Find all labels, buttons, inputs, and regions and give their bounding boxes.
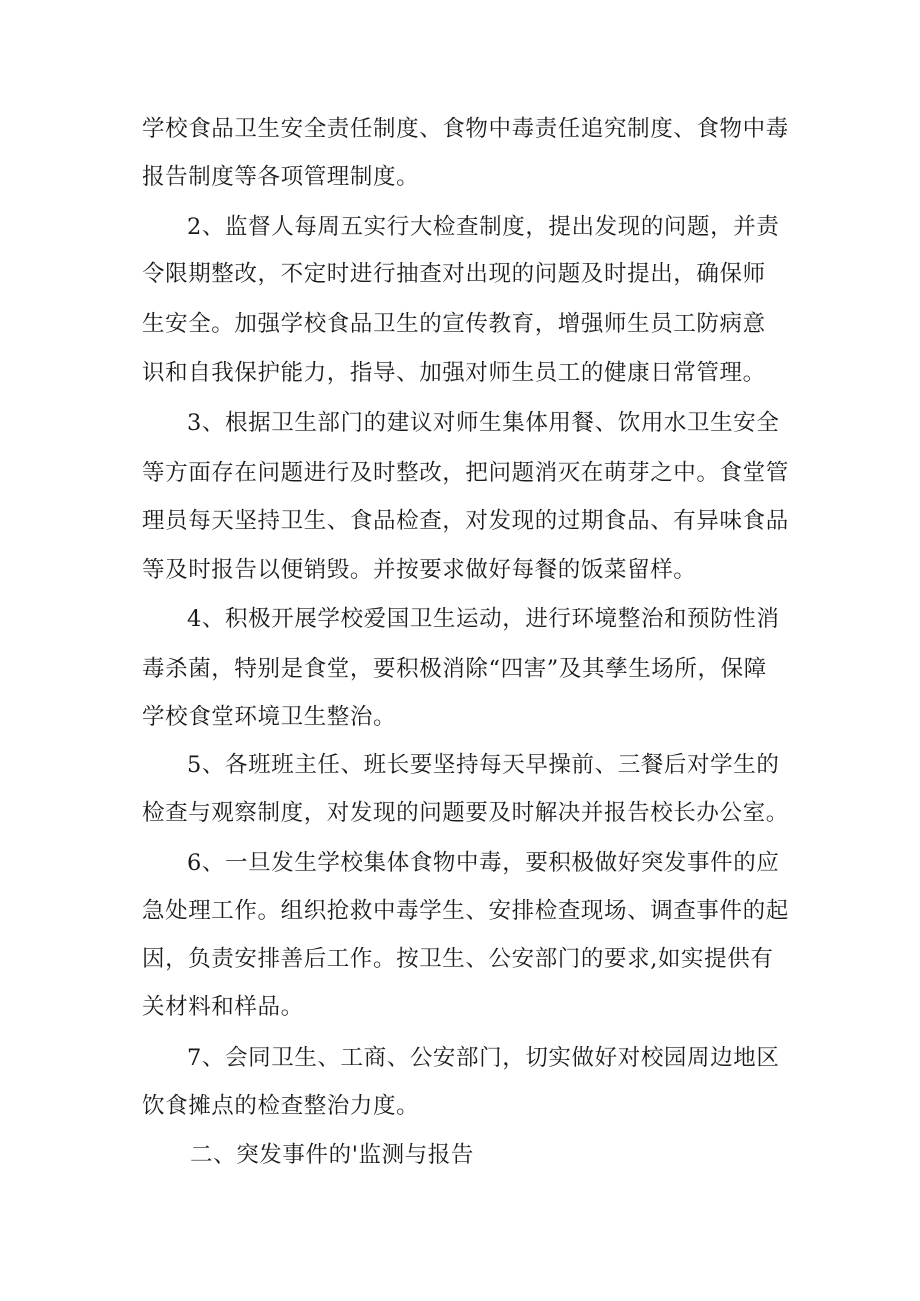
text-line: 学校食堂环境卫生整治。 (142, 704, 397, 730)
text-line: 生安全。加强学校食品卫生的宣传教育，增强师生员工防病意 (142, 311, 766, 337)
text-line: 报告制度等各项管理制度。 (142, 164, 420, 190)
text-line: 令限期整改，不定时进行抽查对出现的问题及时提出，确保师 (142, 261, 766, 287)
text-line: 急处理工作。组织抢救中毒学生、安排检查现场、调查事件的起 (142, 898, 789, 924)
text-line: 等方面存在问题进行及时整改，把问题消灭在萌芽之中。食堂管 (142, 460, 789, 486)
text-line: 毒杀菌，特别是食堂，要积极消除“四害”及其孳生场所，保障 (142, 656, 767, 682)
text-line: 关材料和样品。 (142, 994, 304, 1020)
text-line: 理员每天坚持卫生、食品检查，对发现的过期食品、有异味食品 (142, 508, 789, 534)
text-line: 6、一旦发生学校集体食物中毒，要积极做好突发事件的应 (187, 850, 780, 876)
section-heading: 二、突发事件的'监测与报告 (190, 1142, 474, 1168)
text-line: 2、监督人每周五实行大检查制度，提出发现的问题，并责 (187, 214, 780, 240)
text-line: 饮食摊点的检查整治力度。 (142, 1093, 420, 1119)
text-line: 3、根据卫生部门的建议对师生集体用餐、饮用水卫生安全 (187, 410, 780, 436)
text-line: 4、积极开展学校爱国卫生运动，进行环境整治和预防性消 (187, 606, 780, 632)
text-line: 学校食品卫生安全责任制度、食物中毒责任追究制度、食物中毒 (142, 116, 789, 142)
text-line: 因，负责安排善后工作。按卫生、公安部门的要求,如实提供有 (142, 946, 774, 972)
text-line: 5、各班班主任、班长要坚持每天早操前、三餐后对学生的 (187, 752, 780, 778)
text-line: 检查与观察制度，对发现的问题要及时解决并报告校长办公室。 (142, 800, 789, 826)
text-line: 7、会同卫生、工商、公安部门，切实做好对校园周边地区 (187, 1045, 780, 1071)
text-line: 识和自我保护能力，指导、加强对师生员工的健康日常管理。 (142, 360, 766, 386)
text-line: 等及时报告以便销毁。并按要求做好每餐的饭菜留样。 (142, 557, 697, 583)
